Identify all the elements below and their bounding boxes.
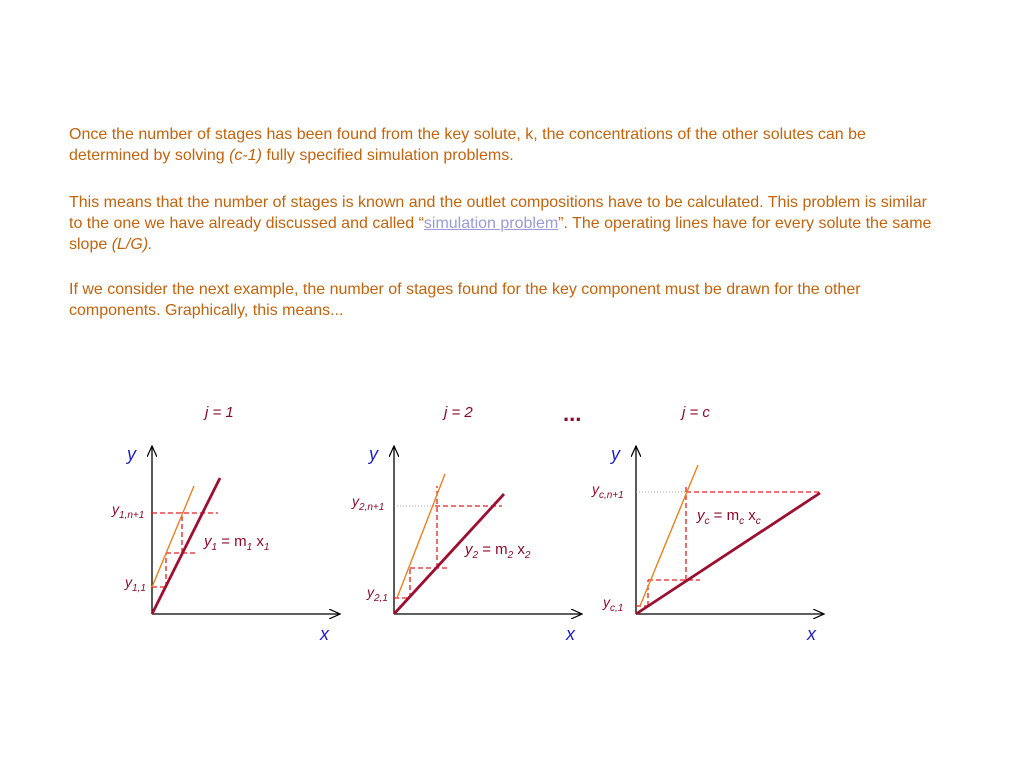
x-axis-label: x [566, 624, 575, 644]
top-composition-label: $y_{c,n+1}$ [592, 481, 624, 501]
panel-j1 [111, 404, 339, 644]
panel-j2 [351, 404, 581, 644]
equilibrium-equation: $y_1 = m_1$ $x_1$ [204, 533, 270, 553]
p2-text-middle: ”. The operating lines have for every solute the same slope [69, 215, 932, 253]
p1-italic-term: (c-1) [229, 147, 262, 164]
p2-italic-term: (L/G). [111, 236, 153, 253]
ellipsis: ... [563, 401, 582, 426]
top-composition-label: $y_{1,n+1}$ [112, 501, 145, 521]
bottom-composition-label: $y_{c,1}$ [603, 594, 624, 614]
panel-title: j = 2 [444, 404, 473, 421]
y-axis-label: y [611, 444, 620, 464]
stage-steps [636, 486, 820, 606]
panel-title: j = 1 [205, 404, 234, 421]
panel-title: j = c [682, 404, 710, 421]
x-axis-label: x [320, 624, 329, 644]
y-axis-label: y [127, 444, 136, 464]
x-axis-label: x [807, 624, 816, 644]
y-axis-label: y [369, 444, 378, 464]
equilibrium-equation: $y_2 = m_2$ $x_2$ [465, 541, 531, 561]
p2-text-start: This means that the number of stages is known and the outlet compositions have to be calculated. This problem is similar to the one we have already discussed and called “ [69, 194, 927, 232]
intro-paragraph-3: If we consider the next example, the number of stages found for the key component must be drawn for the other components. Graphically, this means... [69, 281, 861, 319]
p1-text-end: fully specified simulation problems. [261, 147, 514, 164]
p1-text-start: Once the number of stages has been found from the key solute, k, the concentrations of the other solutes can be determined by solving [69, 126, 866, 164]
bottom-composition-label: $y_{2,1}$ [367, 584, 388, 604]
top-composition-label: $y_{2,n+1}$ [352, 493, 385, 513]
panel-jc [591, 404, 823, 644]
operating-line [397, 474, 445, 598]
equilibrium-equation: $y_c = m_c$ $x_c$ [697, 507, 761, 527]
simulation-problem-link[interactable]: simulation problem [423, 215, 559, 232]
operating-line [640, 465, 698, 606]
bottom-composition-label: $y_{1,1}$ [125, 574, 146, 594]
